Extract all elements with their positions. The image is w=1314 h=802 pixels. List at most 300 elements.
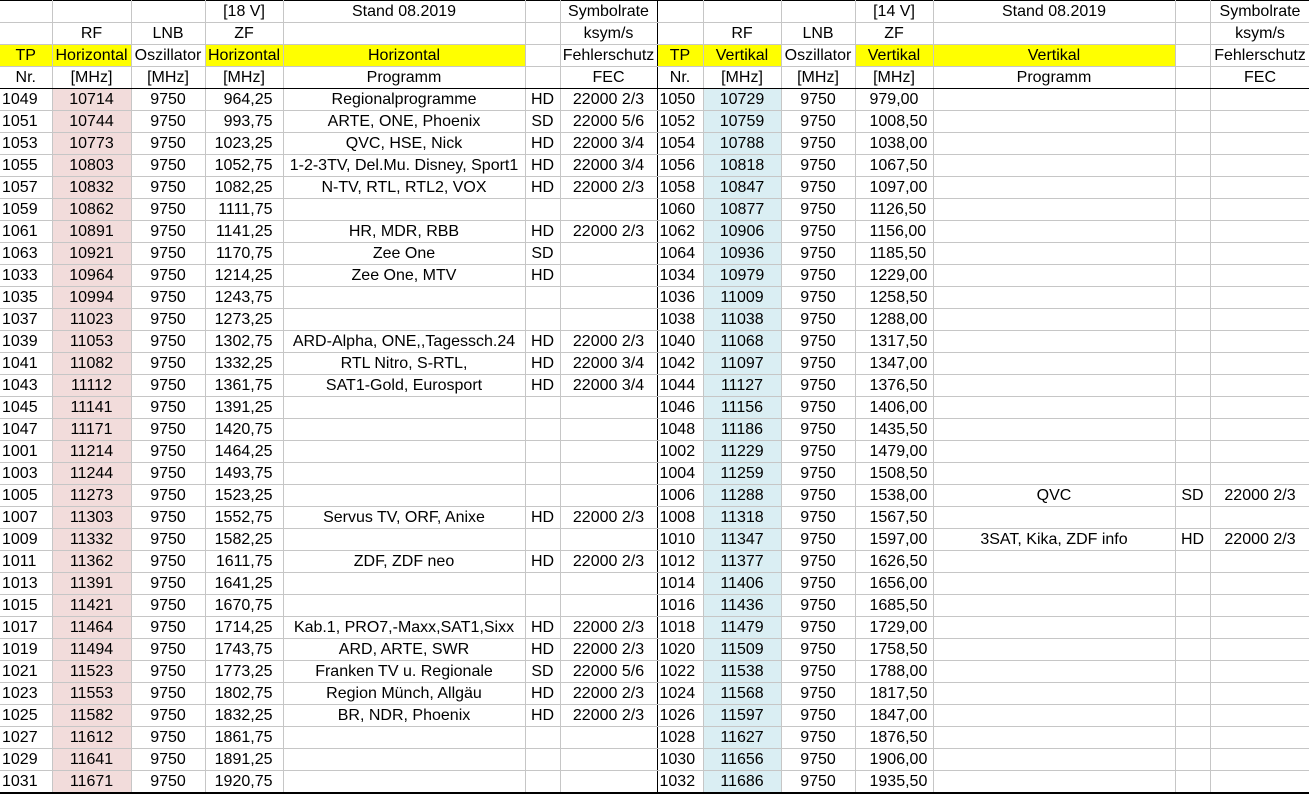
cell-prog-v[interactable] xyxy=(933,111,1175,133)
cell-rf-v[interactable]: 11377 xyxy=(703,551,781,573)
cell-rf-v[interactable]: 11318 xyxy=(703,507,781,529)
cell-rf-h[interactable]: 11082 xyxy=(52,353,131,375)
cell-fec-v[interactable] xyxy=(1210,683,1310,705)
cell[interactable]: LNB xyxy=(781,23,855,45)
cell-q-v[interactable] xyxy=(1175,331,1210,353)
cell-q-h[interactable]: HD xyxy=(525,221,560,243)
cell-lnb-h[interactable]: 9750 xyxy=(131,309,205,331)
cell-prog-h[interactable]: SAT1-Gold, Eurosport xyxy=(283,375,525,397)
cell-prog-v[interactable] xyxy=(933,287,1175,309)
cell-tp-v[interactable]: 1042 xyxy=(657,353,703,375)
cell[interactable]: [18 V] xyxy=(205,1,283,23)
cell-tp-v[interactable]: 1058 xyxy=(657,177,703,199)
cell-rf-v[interactable]: 11229 xyxy=(703,441,781,463)
cell-q-h[interactable]: HD xyxy=(525,89,560,111)
cell-zf-h[interactable]: 1243,75 xyxy=(205,287,283,309)
cell-fec-h[interactable]: 22000 2/3 xyxy=(560,705,657,727)
cell[interactable] xyxy=(525,45,560,67)
cell-zf-h[interactable]: 1464,25 xyxy=(205,441,283,463)
cell-rf-h[interactable]: 11582 xyxy=(52,705,131,727)
cell-tp-v[interactable]: 1056 xyxy=(657,155,703,177)
cell-rf-h[interactable]: 10921 xyxy=(52,243,131,265)
cell-q-v[interactable] xyxy=(1175,177,1210,199)
cell-rf-v[interactable]: 11538 xyxy=(703,661,781,683)
cell-q-v[interactable] xyxy=(1175,243,1210,265)
cell-zf-h[interactable]: 1214,25 xyxy=(205,265,283,287)
cell-tp-h[interactable]: 1031 xyxy=(0,771,52,794)
cell-zf-v[interactable]: 1258,50 xyxy=(855,287,933,309)
cell[interactable] xyxy=(657,23,703,45)
cell-rf-h[interactable]: 11112 xyxy=(52,375,131,397)
cell-rf-v[interactable]: 10788 xyxy=(703,133,781,155)
cell-lnb-h[interactable]: 9750 xyxy=(131,485,205,507)
cell-q-h[interactable]: SD xyxy=(525,111,560,133)
cell-zf-h[interactable]: 993,75 xyxy=(205,111,283,133)
cell-fec-h[interactable]: 22000 2/3 xyxy=(560,507,657,529)
cell-q-h[interactable] xyxy=(525,397,560,419)
cell-fec-v[interactable] xyxy=(1210,243,1310,265)
cell-prog-v[interactable] xyxy=(933,463,1175,485)
cell-q-h[interactable]: HD xyxy=(525,177,560,199)
cell-prog-h[interactable]: Zee One xyxy=(283,243,525,265)
cell-prog-h[interactable] xyxy=(283,441,525,463)
cell-rf-v[interactable]: 10729 xyxy=(703,89,781,111)
cell-tp-h[interactable]: 1061 xyxy=(0,221,52,243)
cell-zf-v[interactable]: 1626,50 xyxy=(855,551,933,573)
cell-q-h[interactable]: HD xyxy=(525,265,560,287)
cell-lnb-v[interactable]: 9750 xyxy=(781,331,855,353)
cell-fec-h[interactable] xyxy=(560,419,657,441)
cell-fec-h[interactable]: 22000 3/4 xyxy=(560,353,657,375)
cell-lnb-h[interactable]: 9750 xyxy=(131,727,205,749)
cell-fec-v[interactable] xyxy=(1210,705,1310,727)
cell-rf-h[interactable]: 10862 xyxy=(52,199,131,221)
cell-rf-h[interactable]: 11641 xyxy=(52,749,131,771)
cell-zf-v[interactable]: 1229,00 xyxy=(855,265,933,287)
cell-prog-h[interactable] xyxy=(283,199,525,221)
cell-tp-v[interactable]: 1050 xyxy=(657,89,703,111)
cell-rf-v[interactable]: 11068 xyxy=(703,331,781,353)
cell-zf-v[interactable]: 1935,50 xyxy=(855,771,933,794)
cell-q-v[interactable] xyxy=(1175,419,1210,441)
cell[interactable]: [MHz] xyxy=(52,67,131,89)
cell-rf-h[interactable]: 11494 xyxy=(52,639,131,661)
cell[interactable]: [14 V] xyxy=(855,1,933,23)
cell-fec-v[interactable] xyxy=(1210,771,1310,794)
cell-rf-h[interactable]: 11273 xyxy=(52,485,131,507)
cell-lnb-v[interactable]: 9750 xyxy=(781,727,855,749)
cell[interactable]: ksym/s xyxy=(1210,23,1310,45)
cell-lnb-h[interactable]: 9750 xyxy=(131,463,205,485)
cell-fec-h[interactable] xyxy=(560,573,657,595)
cell-prog-v[interactable] xyxy=(933,397,1175,419)
cell-zf-h[interactable]: 1714,25 xyxy=(205,617,283,639)
cell-fec-h[interactable]: 22000 5/6 xyxy=(560,111,657,133)
cell-prog-h[interactable] xyxy=(283,727,525,749)
cell-tp-v[interactable]: 1046 xyxy=(657,397,703,419)
cell-q-h[interactable]: HD xyxy=(525,683,560,705)
cell[interactable] xyxy=(525,23,560,45)
cell-lnb-v[interactable]: 9750 xyxy=(781,397,855,419)
cell-prog-h[interactable]: QVC, HSE, Nick xyxy=(283,133,525,155)
cell-q-h[interactable]: HD xyxy=(525,705,560,727)
cell-prog-v[interactable] xyxy=(933,353,1175,375)
cell-prog-h[interactable]: N-TV, RTL, RTL2, VOX xyxy=(283,177,525,199)
cell-zf-v[interactable]: 1067,50 xyxy=(855,155,933,177)
cell-rf-h[interactable]: 10803 xyxy=(52,155,131,177)
cell-zf-h[interactable]: 1523,25 xyxy=(205,485,283,507)
cell-zf-h[interactable]: 1141,25 xyxy=(205,221,283,243)
cell-lnb-h[interactable]: 9750 xyxy=(131,573,205,595)
cell-zf-v[interactable]: 1288,00 xyxy=(855,309,933,331)
cell-lnb-h[interactable]: 9750 xyxy=(131,221,205,243)
cell-rf-h[interactable]: 10773 xyxy=(52,133,131,155)
cell-prog-h[interactable] xyxy=(283,595,525,617)
cell-fec-h[interactable] xyxy=(560,727,657,749)
cell[interactable] xyxy=(0,23,52,45)
cell-lnb-v[interactable]: 9750 xyxy=(781,353,855,375)
cell-tp-v[interactable]: 1038 xyxy=(657,309,703,331)
cell-rf-v[interactable]: 10759 xyxy=(703,111,781,133)
cell-lnb-v[interactable]: 9750 xyxy=(781,177,855,199)
cell-zf-h[interactable]: 1361,75 xyxy=(205,375,283,397)
cell-zf-h[interactable]: 1170,75 xyxy=(205,243,283,265)
cell-rf-v[interactable]: 11097 xyxy=(703,353,781,375)
cell-fec-h[interactable] xyxy=(560,265,657,287)
cell[interactable]: Oszillator xyxy=(131,45,205,67)
cell[interactable] xyxy=(1175,45,1210,67)
cell-q-h[interactable] xyxy=(525,309,560,331)
cell[interactable] xyxy=(52,1,131,23)
cell-prog-v[interactable] xyxy=(933,331,1175,353)
cell-rf-h[interactable]: 11464 xyxy=(52,617,131,639)
cell[interactable]: RF xyxy=(52,23,131,45)
cell-prog-v[interactable]: 3SAT, Kika, ZDF info xyxy=(933,529,1175,551)
cell-rf-v[interactable]: 11436 xyxy=(703,595,781,617)
cell-tp-h[interactable]: 1003 xyxy=(0,463,52,485)
cell[interactable]: Symbolrate xyxy=(1210,1,1310,23)
cell-tp-h[interactable]: 1053 xyxy=(0,133,52,155)
cell[interactable]: Stand 08.2019 xyxy=(283,1,525,23)
cell-tp-h[interactable]: 1019 xyxy=(0,639,52,661)
cell-fec-v[interactable] xyxy=(1210,265,1310,287)
cell-tp-h[interactable]: 1049 xyxy=(0,89,52,111)
cell-tp-h[interactable]: 1025 xyxy=(0,705,52,727)
cell-lnb-v[interactable]: 9750 xyxy=(781,551,855,573)
cell-q-v[interactable]: HD xyxy=(1175,529,1210,551)
cell[interactable]: Vertikal xyxy=(855,45,933,67)
cell-zf-v[interactable]: 1788,00 xyxy=(855,661,933,683)
cell-lnb-h[interactable]: 9750 xyxy=(131,397,205,419)
cell-fec-h[interactable] xyxy=(560,397,657,419)
cell-lnb-h[interactable]: 9750 xyxy=(131,155,205,177)
cell-lnb-v[interactable]: 9750 xyxy=(781,133,855,155)
cell-q-v[interactable] xyxy=(1175,771,1210,794)
cell-tp-v[interactable]: 1012 xyxy=(657,551,703,573)
cell-prog-v[interactable] xyxy=(933,749,1175,771)
cell[interactable]: [MHz] xyxy=(131,67,205,89)
cell-prog-v[interactable] xyxy=(933,727,1175,749)
cell[interactable]: Horizontal xyxy=(283,45,525,67)
cell[interactable] xyxy=(933,23,1175,45)
cell-rf-v[interactable]: 11156 xyxy=(703,397,781,419)
cell-lnb-h[interactable]: 9750 xyxy=(131,705,205,727)
cell[interactable]: FEC xyxy=(560,67,657,89)
cell-prog-v[interactable] xyxy=(933,507,1175,529)
cell[interactable]: Vertikal xyxy=(703,45,781,67)
cell-q-v[interactable] xyxy=(1175,89,1210,111)
cell-fec-v[interactable] xyxy=(1210,133,1310,155)
cell-zf-v[interactable]: 1479,00 xyxy=(855,441,933,463)
cell-lnb-h[interactable]: 9750 xyxy=(131,265,205,287)
cell-q-h[interactable] xyxy=(525,419,560,441)
cell-lnb-v[interactable]: 9750 xyxy=(781,507,855,529)
cell-lnb-h[interactable]: 9750 xyxy=(131,111,205,133)
cell-lnb-v[interactable]: 9750 xyxy=(781,661,855,683)
cell-prog-v[interactable] xyxy=(933,705,1175,727)
cell-lnb-h[interactable]: 9750 xyxy=(131,639,205,661)
cell-q-h[interactable] xyxy=(525,749,560,771)
cell-fec-h[interactable] xyxy=(560,287,657,309)
cell-lnb-h[interactable]: 9750 xyxy=(131,375,205,397)
cell-rf-h[interactable]: 10714 xyxy=(52,89,131,111)
cell-q-v[interactable] xyxy=(1175,727,1210,749)
cell-prog-v[interactable] xyxy=(933,573,1175,595)
cell-fec-v[interactable] xyxy=(1210,375,1310,397)
cell-fec-v[interactable] xyxy=(1210,463,1310,485)
cell-fec-h[interactable] xyxy=(560,485,657,507)
cell-fec-h[interactable]: 22000 2/3 xyxy=(560,639,657,661)
cell-lnb-v[interactable]: 9750 xyxy=(781,595,855,617)
cell-lnb-v[interactable]: 9750 xyxy=(781,199,855,221)
cell-rf-h[interactable]: 11303 xyxy=(52,507,131,529)
cell-q-v[interactable]: SD xyxy=(1175,485,1210,507)
cell-prog-h[interactable]: Region Münch, Allgäu xyxy=(283,683,525,705)
cell-tp-h[interactable]: 1055 xyxy=(0,155,52,177)
cell-fec-h[interactable]: 22000 5/6 xyxy=(560,661,657,683)
cell-prog-v[interactable] xyxy=(933,199,1175,221)
cell-prog-h[interactable]: 1-2-3TV, Del.Mu. Disney, Sport1 xyxy=(283,155,525,177)
cell[interactable]: [MHz] xyxy=(855,67,933,89)
cell-q-h[interactable] xyxy=(525,199,560,221)
cell-prog-v[interactable] xyxy=(933,771,1175,794)
cell[interactable]: Programm xyxy=(933,67,1175,89)
cell-rf-v[interactable]: 11186 xyxy=(703,419,781,441)
cell-tp-v[interactable]: 1020 xyxy=(657,639,703,661)
cell-zf-v[interactable]: 979,00 xyxy=(855,89,933,111)
cell-fec-h[interactable]: 22000 2/3 xyxy=(560,89,657,111)
cell-lnb-h[interactable]: 9750 xyxy=(131,177,205,199)
cell-lnb-h[interactable]: 9750 xyxy=(131,551,205,573)
cell-zf-v[interactable]: 1906,00 xyxy=(855,749,933,771)
cell-fec-v[interactable] xyxy=(1210,221,1310,243)
cell-lnb-v[interactable]: 9750 xyxy=(781,155,855,177)
cell-zf-h[interactable]: 1111,75 xyxy=(205,199,283,221)
cell-zf-h[interactable]: 1552,75 xyxy=(205,507,283,529)
cell-tp-h[interactable]: 1039 xyxy=(0,331,52,353)
cell-prog-v[interactable] xyxy=(933,419,1175,441)
cell-q-h[interactable]: HD xyxy=(525,155,560,177)
cell-tp-v[interactable]: 1006 xyxy=(657,485,703,507)
cell-tp-h[interactable]: 1017 xyxy=(0,617,52,639)
cell-fec-v[interactable] xyxy=(1210,111,1310,133)
cell-tp-h[interactable]: 1005 xyxy=(0,485,52,507)
cell[interactable]: Horizontal xyxy=(52,45,131,67)
cell-zf-v[interactable]: 1817,50 xyxy=(855,683,933,705)
cell-prog-h[interactable] xyxy=(283,529,525,551)
cell-lnb-v[interactable]: 9750 xyxy=(781,617,855,639)
cell-rf-v[interactable]: 11127 xyxy=(703,375,781,397)
cell-lnb-v[interactable]: 9750 xyxy=(781,111,855,133)
cell-lnb-v[interactable]: 9750 xyxy=(781,529,855,551)
cell[interactable] xyxy=(781,1,855,23)
cell-prog-h[interactable] xyxy=(283,463,525,485)
cell-q-v[interactable] xyxy=(1175,507,1210,529)
cell-q-v[interactable] xyxy=(1175,287,1210,309)
cell-rf-v[interactable]: 11288 xyxy=(703,485,781,507)
cell-tp-v[interactable]: 1028 xyxy=(657,727,703,749)
cell[interactable]: [MHz] xyxy=(781,67,855,89)
cell-rf-v[interactable]: 11597 xyxy=(703,705,781,727)
cell[interactable] xyxy=(657,1,703,23)
cell-fec-h[interactable]: 22000 2/3 xyxy=(560,617,657,639)
cell-zf-h[interactable]: 1773,25 xyxy=(205,661,283,683)
cell-fec-h[interactable] xyxy=(560,243,657,265)
cell-tp-h[interactable]: 1029 xyxy=(0,749,52,771)
cell[interactable]: Programm xyxy=(283,67,525,89)
cell-q-h[interactable]: HD xyxy=(525,551,560,573)
cell-zf-v[interactable]: 1538,00 xyxy=(855,485,933,507)
cell-q-h[interactable] xyxy=(525,529,560,551)
cell[interactable]: Nr. xyxy=(0,67,52,89)
cell-rf-h[interactable]: 11244 xyxy=(52,463,131,485)
cell-prog-h[interactable]: ARD-Alpha, ONE,,Tagessch.24 xyxy=(283,331,525,353)
cell-lnb-h[interactable]: 9750 xyxy=(131,243,205,265)
cell[interactable] xyxy=(525,1,560,23)
cell-q-v[interactable] xyxy=(1175,551,1210,573)
cell-zf-v[interactable]: 1376,50 xyxy=(855,375,933,397)
cell-tp-h[interactable]: 1043 xyxy=(0,375,52,397)
cell[interactable]: RF xyxy=(703,23,781,45)
cell-zf-h[interactable]: 1302,75 xyxy=(205,331,283,353)
cell-q-v[interactable] xyxy=(1175,705,1210,727)
cell-tp-v[interactable]: 1002 xyxy=(657,441,703,463)
cell-rf-h[interactable]: 10994 xyxy=(52,287,131,309)
cell-prog-v[interactable] xyxy=(933,155,1175,177)
cell-tp-v[interactable]: 1060 xyxy=(657,199,703,221)
cell[interactable]: FEC xyxy=(1210,67,1310,89)
cell-prog-v[interactable] xyxy=(933,133,1175,155)
cell-lnb-h[interactable]: 9750 xyxy=(131,661,205,683)
cell-zf-h[interactable]: 1023,25 xyxy=(205,133,283,155)
cell[interactable]: TP xyxy=(0,45,52,67)
cell-lnb-v[interactable]: 9750 xyxy=(781,705,855,727)
cell-tp-v[interactable]: 1010 xyxy=(657,529,703,551)
cell-tp-h[interactable]: 1011 xyxy=(0,551,52,573)
cell-tp-h[interactable]: 1057 xyxy=(0,177,52,199)
cell[interactable] xyxy=(283,23,525,45)
cell-rf-v[interactable]: 11038 xyxy=(703,309,781,331)
cell-q-h[interactable]: HD xyxy=(525,133,560,155)
cell-zf-v[interactable]: 1435,50 xyxy=(855,419,933,441)
cell-lnb-v[interactable]: 9750 xyxy=(781,89,855,111)
cell-fec-v[interactable] xyxy=(1210,287,1310,309)
cell-zf-h[interactable]: 964,25 xyxy=(205,89,283,111)
cell-lnb-v[interactable]: 9750 xyxy=(781,573,855,595)
cell-rf-v[interactable]: 10847 xyxy=(703,177,781,199)
cell-lnb-h[interactable]: 9750 xyxy=(131,419,205,441)
cell-fec-h[interactable] xyxy=(560,771,657,794)
cell-zf-h[interactable]: 1082,25 xyxy=(205,177,283,199)
cell-fec-h[interactable]: 22000 3/4 xyxy=(560,375,657,397)
cell-tp-h[interactable]: 1007 xyxy=(0,507,52,529)
cell-tp-h[interactable]: 1023 xyxy=(0,683,52,705)
cell-lnb-h[interactable]: 9750 xyxy=(131,287,205,309)
cell-zf-h[interactable]: 1332,25 xyxy=(205,353,283,375)
cell-fec-v[interactable] xyxy=(1210,639,1310,661)
cell-prog-h[interactable]: ZDF, ZDF neo xyxy=(283,551,525,573)
cell-tp-h[interactable]: 1037 xyxy=(0,309,52,331)
cell-zf-h[interactable]: 1861,75 xyxy=(205,727,283,749)
cell-tp-h[interactable]: 1009 xyxy=(0,529,52,551)
cell-lnb-h[interactable]: 9750 xyxy=(131,353,205,375)
cell-lnb-h[interactable]: 9750 xyxy=(131,749,205,771)
cell-zf-v[interactable]: 1597,00 xyxy=(855,529,933,551)
cell-rf-h[interactable]: 11362 xyxy=(52,551,131,573)
cell-lnb-v[interactable]: 9750 xyxy=(781,749,855,771)
cell-prog-h[interactable] xyxy=(283,397,525,419)
cell-tp-v[interactable]: 1052 xyxy=(657,111,703,133)
cell-rf-h[interactable]: 10744 xyxy=(52,111,131,133)
cell-lnb-h[interactable]: 9750 xyxy=(131,683,205,705)
cell-q-v[interactable] xyxy=(1175,199,1210,221)
cell-q-v[interactable] xyxy=(1175,309,1210,331)
cell-tp-v[interactable]: 1040 xyxy=(657,331,703,353)
cell-prog-v[interactable] xyxy=(933,221,1175,243)
cell-fec-v[interactable] xyxy=(1210,177,1310,199)
cell-tp-h[interactable]: 1021 xyxy=(0,661,52,683)
cell-rf-v[interactable]: 11627 xyxy=(703,727,781,749)
cell-fec-v[interactable] xyxy=(1210,617,1310,639)
cell-rf-h[interactable]: 10964 xyxy=(52,265,131,287)
cell-q-h[interactable] xyxy=(525,485,560,507)
cell-lnb-v[interactable]: 9750 xyxy=(781,771,855,794)
cell[interactable]: Symbolrate xyxy=(560,1,657,23)
cell-rf-h[interactable]: 11421 xyxy=(52,595,131,617)
cell-tp-v[interactable]: 1062 xyxy=(657,221,703,243)
cell-tp-v[interactable]: 1022 xyxy=(657,661,703,683)
cell-rf-h[interactable]: 11214 xyxy=(52,441,131,463)
cell-tp-h[interactable]: 1047 xyxy=(0,419,52,441)
cell-tp-h[interactable]: 1013 xyxy=(0,573,52,595)
cell-zf-h[interactable]: 1802,75 xyxy=(205,683,283,705)
cell-q-h[interactable]: HD xyxy=(525,507,560,529)
cell-prog-h[interactable]: RTL Nitro, S-RTL, xyxy=(283,353,525,375)
cell-q-v[interactable] xyxy=(1175,441,1210,463)
cell-lnb-h[interactable]: 9750 xyxy=(131,89,205,111)
cell-lnb-h[interactable]: 9750 xyxy=(131,771,205,794)
cell-zf-h[interactable]: 1493,75 xyxy=(205,463,283,485)
cell[interactable]: [MHz] xyxy=(205,67,283,89)
cell-tp-v[interactable]: 1004 xyxy=(657,463,703,485)
cell-zf-v[interactable]: 1685,50 xyxy=(855,595,933,617)
cell-q-h[interactable]: HD xyxy=(525,331,560,353)
cell[interactable]: ZF xyxy=(855,23,933,45)
cell-fec-h[interactable] xyxy=(560,199,657,221)
cell-lnb-v[interactable]: 9750 xyxy=(781,287,855,309)
cell-rf-h[interactable]: 11053 xyxy=(52,331,131,353)
cell-prog-h[interactable]: BR, NDR, Phoenix xyxy=(283,705,525,727)
